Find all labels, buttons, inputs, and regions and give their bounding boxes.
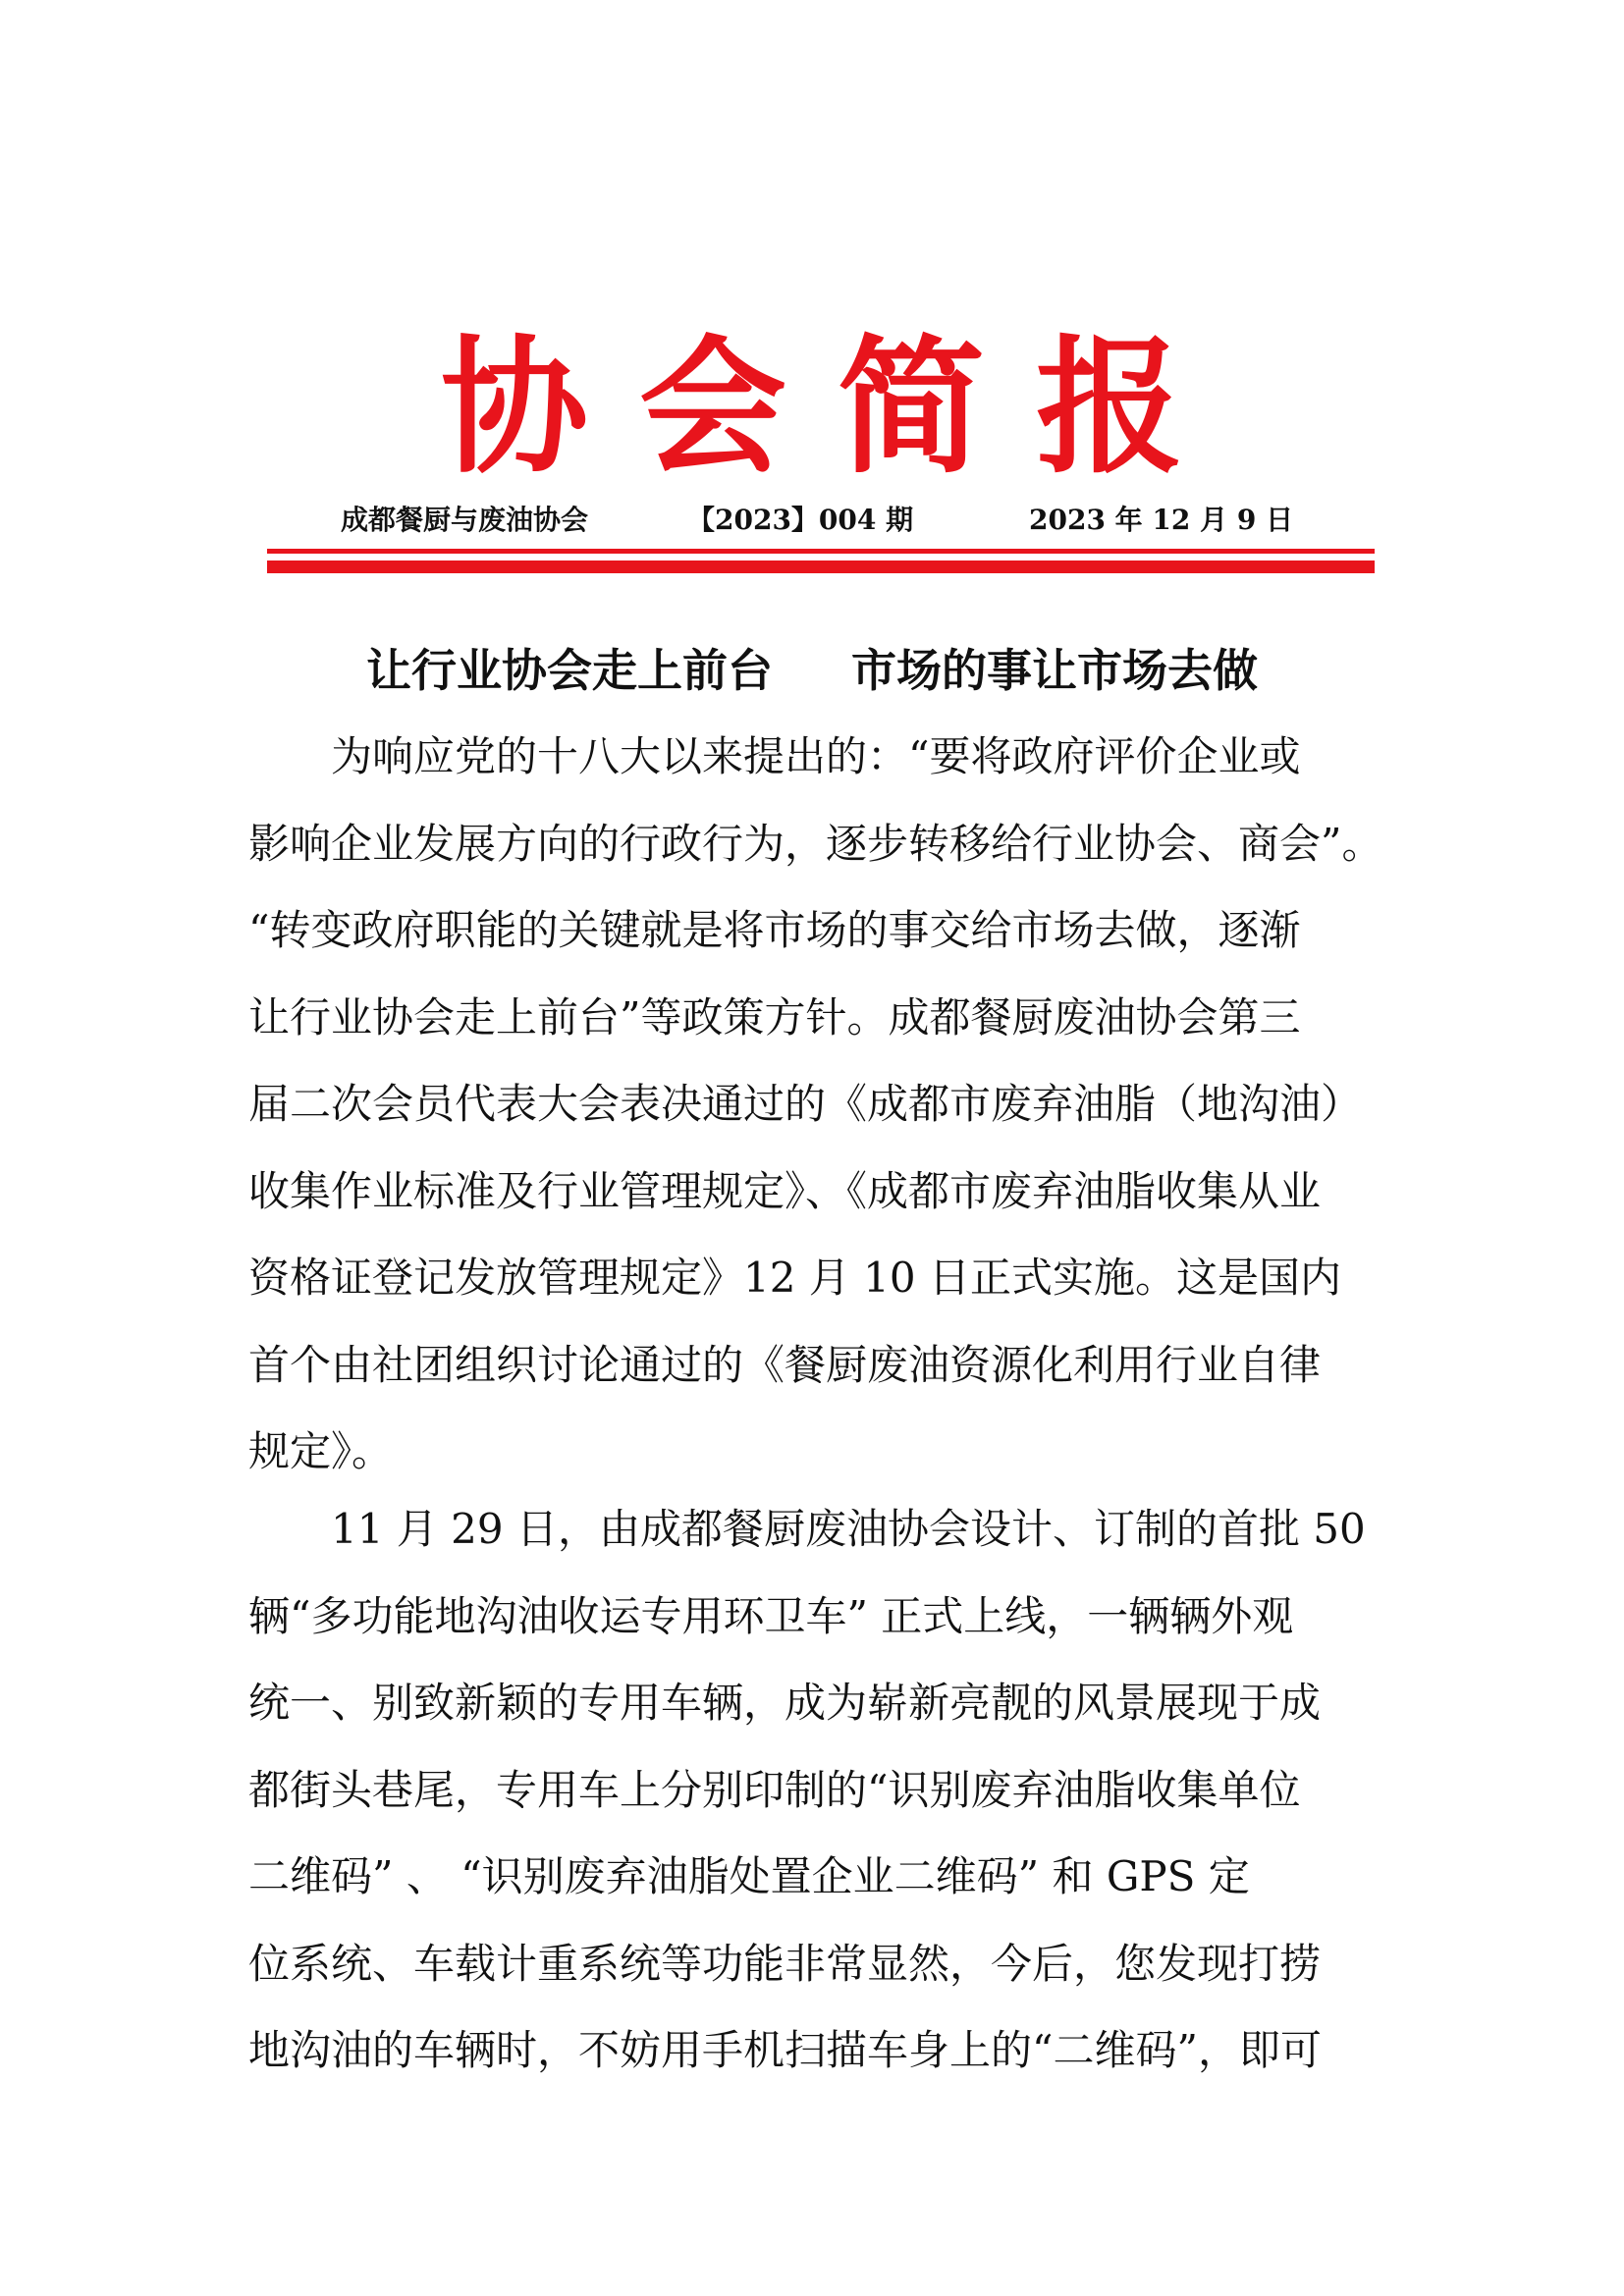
- masthead-title: 协会简报: [440, 321, 1234, 494]
- paragraph-1-line: 为响应党的十八大以来提出的：“要将政府评价企业或: [248, 732, 1301, 780]
- paragraph-1-line: 首个由社团组织讨论通过的《餐厨废油资源化利用行业自律: [248, 1340, 1322, 1389]
- paragraph-2-line: 地沟油的车辆时，不妨用手机扫描车身上的“二维码”，即可: [248, 2026, 1322, 2074]
- masthead-date: 2023 年 12 月 9 日: [1029, 504, 1294, 536]
- paragraph-2-line: 辆“多功能地沟油收运专用环卫车” 正式上线，一辆辆外观: [248, 1591, 1294, 1640]
- headline-part-1: 让行业协会走上前台: [366, 644, 773, 697]
- article-headline: [0, 636, 1624, 705]
- paragraph-1-line: “转变政府职能的关键就是将市场的事交给市场去做，逐渐: [248, 906, 1301, 954]
- masthead-issue-number: 【2023】004 期: [687, 504, 914, 536]
- headline-part-2: 市场的事让市场去做: [851, 644, 1258, 697]
- paragraph-1-line: 收集作业标准及行业管理规定》、《成都市废弃油脂收集从业: [248, 1166, 1322, 1215]
- paragraph-1-line: 资格证登记发放管理规定》12 月 10 日正式实施。这是国内: [248, 1254, 1341, 1302]
- paragraph-2-line: 二维码” 、 “识别废弃油脂处置企业二维码” 和 GPS 定: [248, 1852, 1250, 1900]
- paragraph-1-line: 规定》。: [248, 1427, 394, 1475]
- paragraph-2-line: 统一、别致新颖的专用车辆，成为崭新亮靓的风景展现于成: [248, 1679, 1322, 1727]
- paragraph-1-line: 让行业协会走上前台”等政策方针。成都餐厨废油协会第三: [248, 992, 1301, 1041]
- paragraph-2-line: 都街头巷尾，专用车上分别印制的“识别废弃油脂收集单位: [248, 1765, 1301, 1814]
- masthead-organization: 成都餐厨与废油协会: [341, 504, 589, 536]
- article-paragraph-2: [248, 1486, 1387, 2095]
- paragraph-1-line: 届二次会员代表大会表决通过的《成都市废弃油脂（地沟油）: [248, 1080, 1363, 1128]
- masthead-rule-thin: [267, 549, 1375, 554]
- paragraph-1-line: 影响企业发展方向的行政行为，逐步转移给行业协会、商会”。: [248, 819, 1383, 868]
- article-paragraph-1: [248, 714, 1387, 1496]
- paragraph-2-line: 11 月 29 日，由成都餐厨废油协会设计、订制的首批 50: [248, 1505, 1366, 1553]
- paragraph-2-line: 位系统、车载计重系统等功能非常显然，今后，您发现打捞: [248, 1939, 1322, 1988]
- masthead-rule-thick: [267, 561, 1375, 573]
